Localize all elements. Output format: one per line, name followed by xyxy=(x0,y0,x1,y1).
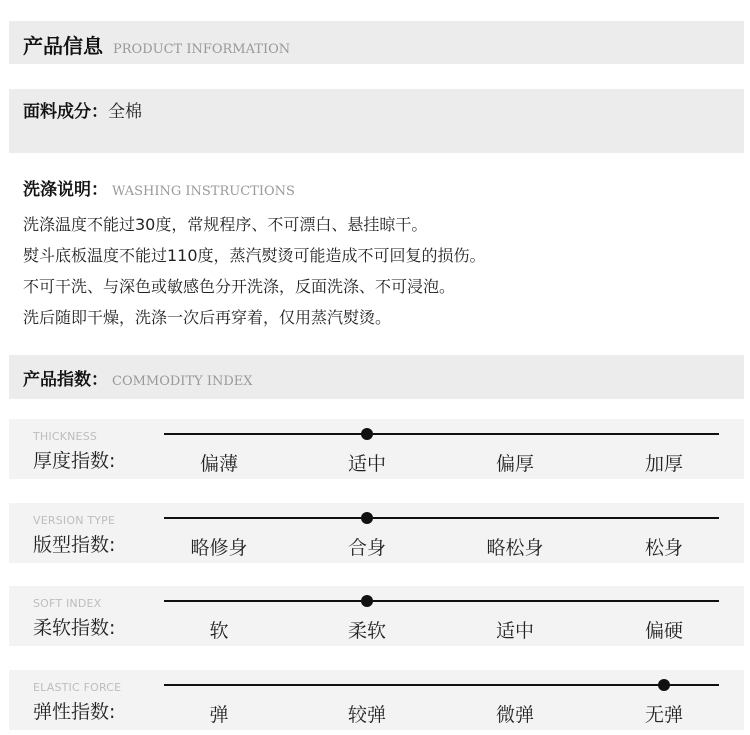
index-option: 略修身 xyxy=(190,537,248,559)
product-info-header xyxy=(9,21,744,64)
washing-label: 洗涤说明： xyxy=(23,180,108,200)
commodity-index-header xyxy=(9,355,744,399)
index-option: 偏厚 xyxy=(495,453,534,475)
index-option: 较弹 xyxy=(347,704,386,726)
index-option: 无弹 xyxy=(644,704,683,726)
fabric-section xyxy=(9,89,744,153)
index-scale-line xyxy=(164,433,719,435)
product-info-subtitle: PRODUCT INFORMATION xyxy=(113,42,291,57)
index-selected-marker xyxy=(658,679,670,691)
product-info-title xyxy=(23,30,290,59)
index-row-thickness xyxy=(9,419,744,479)
index-option: 微弹 xyxy=(495,704,534,726)
index-option: 适中 xyxy=(495,620,534,642)
index-option: 偏硬 xyxy=(644,620,683,642)
washing-line-1: 洗涤温度不能过30度，常规程序、不可漂白、悬挂晾干。 xyxy=(23,215,428,234)
index-row-en-label: SOFT INDEX xyxy=(33,597,102,610)
index-row-soft xyxy=(9,586,744,646)
index-row-label: 柔软指数: xyxy=(33,617,116,639)
index-row-en-label: THICKNESS xyxy=(33,430,98,443)
index-option: 弹 xyxy=(209,704,229,726)
index-row-en-label: ELASTIC FORCE xyxy=(33,681,122,694)
index-scale-line xyxy=(164,517,719,519)
index-option: 合身 xyxy=(347,537,386,559)
index-selected-marker xyxy=(361,595,373,607)
fabric-value: 全棉 xyxy=(108,102,142,122)
washing-line-4: 洗后随即干燥，洗涤一次后再穿着，仅用蒸汽熨烫。 xyxy=(23,308,392,327)
commodity-index-title-text: 产品指数： xyxy=(23,370,108,390)
index-row-label: 厚度指数: xyxy=(33,450,116,472)
commodity-index-title xyxy=(23,365,253,390)
washing-line-2: 熨斗底板温度不能过110度，蒸汽熨烫可能造成不可回复的损伤。 xyxy=(23,246,486,265)
fabric-line xyxy=(23,97,142,122)
index-row-label: 弹性指数: xyxy=(33,701,116,723)
index-option: 软 xyxy=(209,620,229,642)
index-scale-line xyxy=(164,684,719,686)
index-option: 加厚 xyxy=(644,453,683,475)
index-row-elastic xyxy=(9,670,744,730)
index-option: 偏薄 xyxy=(199,453,238,475)
index-row-en-label: VERSION TYPE xyxy=(33,514,116,527)
washing-line-3: 不可干洗、与深色或敏感色分开洗涤，反面洗涤、不可浸泡。 xyxy=(23,277,456,296)
index-row-label: 版型指数: xyxy=(33,534,116,556)
index-option: 柔软 xyxy=(347,620,386,642)
fabric-label: 面料成分： xyxy=(23,102,108,122)
washing-subtitle: WASHING INSTRUCTIONS xyxy=(112,184,295,199)
index-selected-marker xyxy=(361,428,373,440)
index-row-version-type xyxy=(9,503,744,563)
product-info-title-text: 产品信息 xyxy=(23,34,103,58)
index-selected-marker xyxy=(361,512,373,524)
index-option: 松身 xyxy=(644,537,683,559)
commodity-index-subtitle: COMMODITY INDEX xyxy=(112,374,253,389)
index-option: 适中 xyxy=(347,453,386,475)
index-option: 略松身 xyxy=(486,537,544,559)
index-scale-line xyxy=(164,600,719,602)
washing-title xyxy=(23,175,295,200)
